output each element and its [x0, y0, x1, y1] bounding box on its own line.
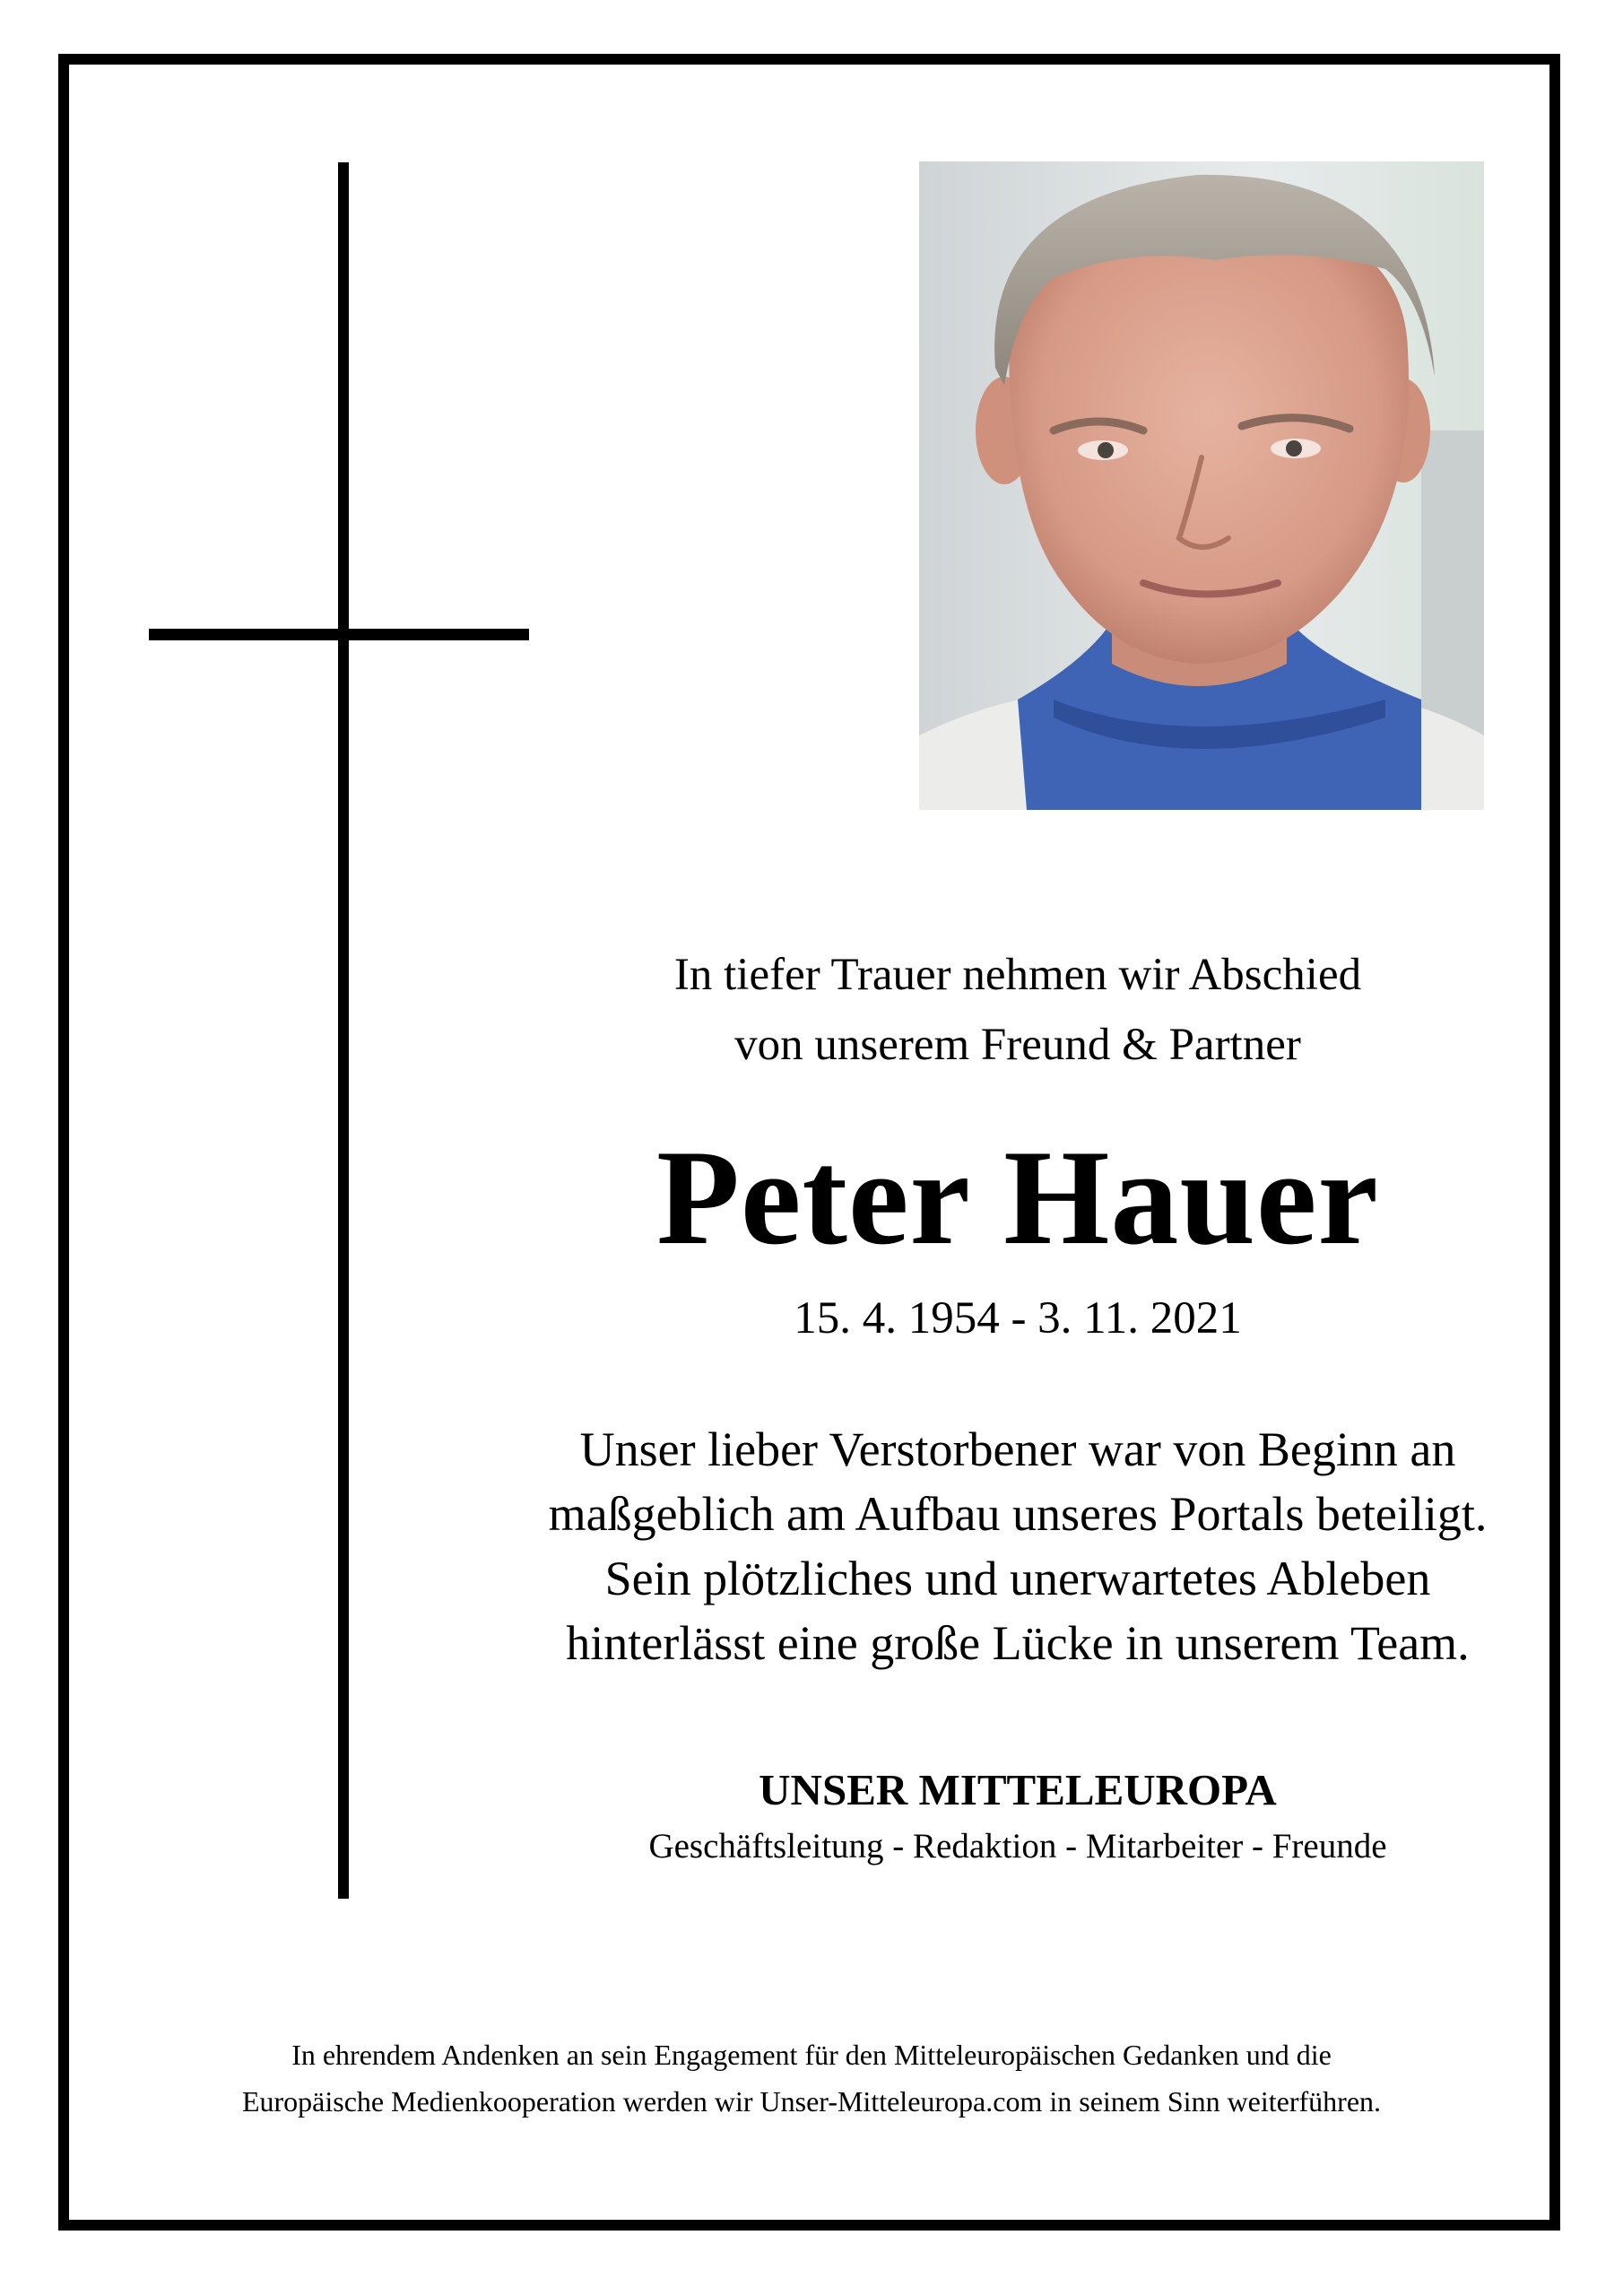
footer-line-1: In ehrendem Andenken an sein Engagement für den Mitteleuropäischen Gedanken und die: [291, 2039, 1332, 2071]
organization-subtitle: Geschäftsleitung - Redaktion - Mitarbeiter - Freunde: [648, 1827, 1387, 1866]
portrait-photo: [919, 161, 1484, 810]
life-dates: 15. 4. 1954 - 3. 11. 2021: [794, 1293, 1242, 1344]
organization-name: UNSER MITTELEUROPA: [759, 1765, 1277, 1814]
deceased-name: Peter Hauer: [656, 1122, 1379, 1273]
tribute-text: [502, 1417, 1533, 1675]
portrait-illustration: [919, 161, 1484, 810]
tribute-line-4: hinterlässt eine große Lücke in unserem Team.: [566, 1616, 1470, 1670]
intro-line-2: von unserem Freund & Partner: [734, 1020, 1301, 1070]
footer-dedication: [81, 2031, 1542, 2125]
footer-line-2: Europäische Medienkooperation werden wir Unser-Mitteleuropa.com in seinem Sinn weiterführen.: [241, 2085, 1382, 2118]
tribute-line-2: maßgeblich am Aufbau unseres Portals beteiligt.: [548, 1487, 1488, 1541]
tribute-line-1: Unser lieber Verstorbener war von Beginn an: [579, 1422, 1456, 1476]
condolence-intro: [502, 940, 1533, 1080]
cross-icon-horizontal-beam: [149, 629, 529, 640]
tribute-line-3: Sein plötzliches und unerwartetes Ableben: [604, 1552, 1431, 1605]
cross-icon-vertical-beam: [338, 162, 349, 1899]
intro-line-1: In tiefer Trauer nehmen wir Abschied: [673, 950, 1362, 1000]
